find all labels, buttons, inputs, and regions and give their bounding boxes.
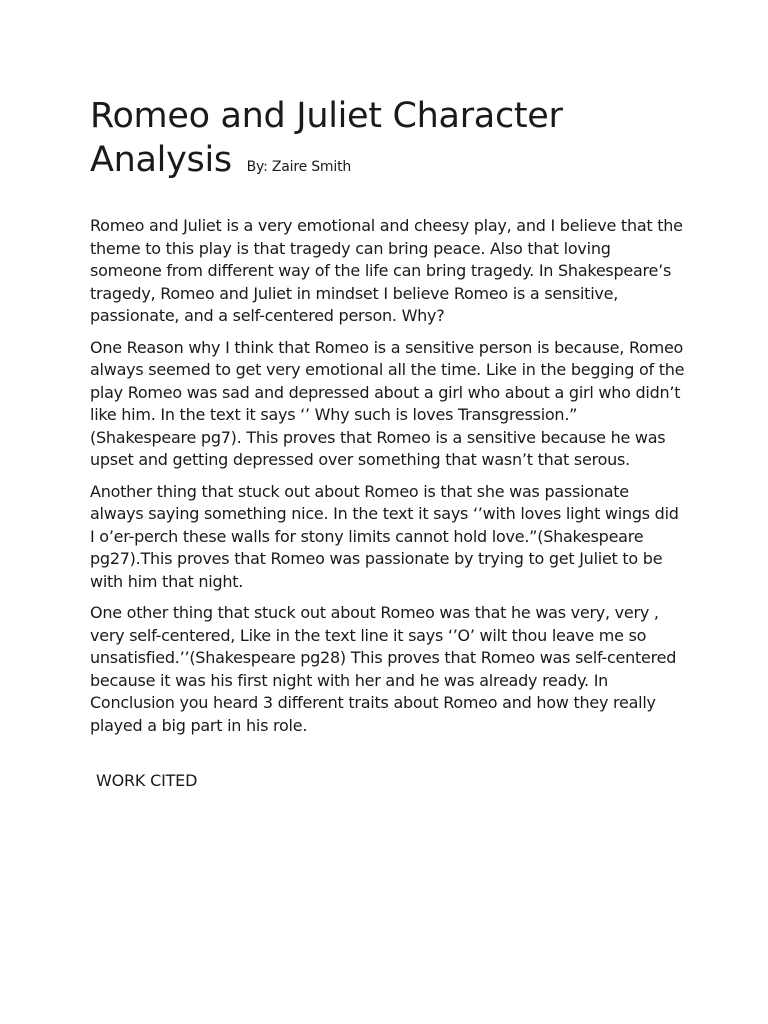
- document-title-text: Romeo and Juliet Character Analysis: [90, 96, 563, 180]
- document-page: [90, 94, 686, 790]
- paragraph-passionate: Another thing that stuck out about Romeo is that she was passionate always saying something nice. In the text it says ‘’with loves light wings did I o’er-perch these walls for stony limits cannot hold love.”(Shakespeare pg27).This proves that Romeo was passionate by trying to get Juliet to be with him that night.: [90, 481, 679, 591]
- author-byline: By: Zaire Smith: [246, 159, 352, 175]
- document-title: [90, 94, 686, 189]
- works-cited-heading: WORK CITED: [96, 771, 198, 790]
- document-body: [90, 215, 686, 737]
- paragraph-intro: Romeo and Juliet is a very emotional and cheesy play, and I believe that the theme to this play is that tragedy can bring peace. Also that loving someone from different way of the life can bring tragedy. In Shakespeare’s tragedy, Romeo and Juliet in mindset I believe Romeo is a sensitive, passionate, and a self-centered person. Why?: [90, 216, 683, 325]
- paragraph-self-centered: One other thing that stuck out about Romeo was that he was very, very , very self-centered, Like in the text line it says ‘’O’ wilt thou leave me so unsatisfied.’’(Shakespeare pg28) This proves that Romeo was self-centered because it was his first night with her and he was already ready. In Conclusion you heard 3 different traits about Romeo and how they really played a big part in his role.: [90, 603, 677, 735]
- paragraph-sensitive: One Reason why I think that Romeo is a sensitive person is because, Romeo always seemed to get very emotional all the time. Like in the begging of the play Romeo was sad and depressed about a girl who about a girl who didn’t like him. In the text it says ‘’ Why such is loves Transgression.” (Shakespeare pg7). This proves that Romeo is a sensitive because he was upset and getting depressed over something that wasn’t that serous.: [90, 337, 685, 469]
